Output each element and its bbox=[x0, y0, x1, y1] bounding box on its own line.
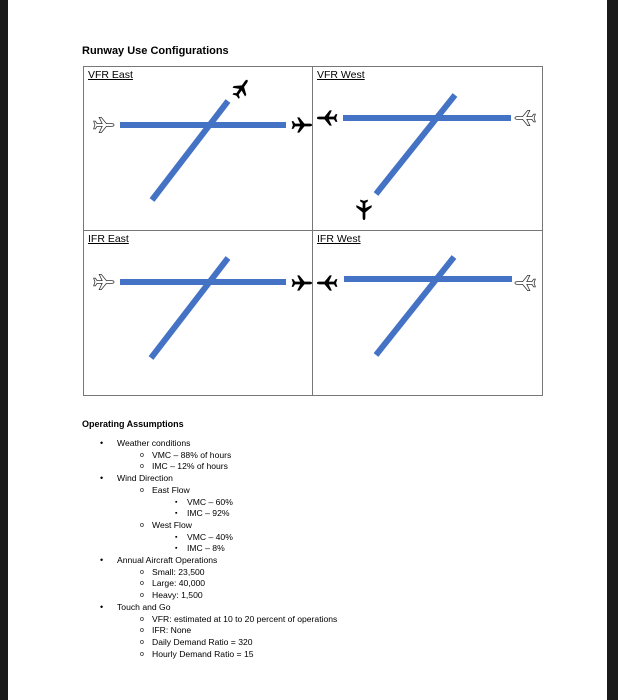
document-page bbox=[8, 0, 607, 700]
departing-plane-icon bbox=[356, 200, 371, 220]
departing-plane-icon bbox=[229, 76, 253, 101]
runway-diagonal bbox=[151, 258, 228, 358]
ifr-west-diagram bbox=[313, 231, 542, 396]
runway-diagonal bbox=[376, 95, 455, 194]
assumptions-list bbox=[100, 438, 337, 660]
panel-label: VFR West bbox=[317, 69, 365, 81]
panel-label: IFR East bbox=[88, 233, 129, 245]
panel-label: IFR West bbox=[317, 233, 361, 245]
inbound-plane-icon bbox=[515, 275, 535, 290]
list-item: ▪ IMC – 92% bbox=[175, 508, 230, 519]
vfr-west-diagram bbox=[313, 67, 542, 231]
list-item: o Large: 40,000 bbox=[140, 578, 206, 589]
page-title: Runway Use Configurations bbox=[82, 45, 229, 57]
inbound-plane-icon bbox=[94, 274, 114, 289]
list-item: • Touch and Go bbox=[100, 602, 337, 614]
list-item: o Heavy: 1,500 bbox=[140, 590, 203, 601]
list-item: o Hourly Demand Ratio = 15 bbox=[140, 648, 254, 659]
list-item: o Small: 23,500 bbox=[140, 566, 205, 577]
panel-vfr-west bbox=[313, 67, 542, 231]
list-item: o IFR: None bbox=[140, 625, 192, 636]
vfr-east-diagram bbox=[84, 67, 313, 231]
inbound-plane-icon bbox=[94, 117, 114, 132]
list-item: ▪ IMC – 8% bbox=[175, 543, 225, 554]
runway-config-grid bbox=[83, 66, 543, 396]
list-item: o West Flow bbox=[140, 519, 192, 530]
panel-ifr-west bbox=[313, 231, 542, 395]
list-item: • Annual Aircraft Operations bbox=[100, 555, 337, 567]
list-item: o Daily Demand Ratio = 320 bbox=[140, 636, 253, 647]
list-item: • Weather conditions bbox=[100, 438, 337, 450]
list-item: o IMC – 12% of hours bbox=[140, 461, 228, 472]
list-item: o VFR: estimated at 10 to 20 percent of operations bbox=[140, 613, 338, 624]
inbound-plane-icon bbox=[515, 110, 535, 125]
panel-ifr-east bbox=[84, 231, 313, 395]
runway-diagonal bbox=[152, 101, 228, 200]
panel-vfr-east bbox=[84, 67, 313, 231]
ifr-east-diagram bbox=[84, 231, 313, 396]
outbound-plane-icon bbox=[317, 110, 337, 125]
list-item: ▪ VMC – 40% bbox=[175, 531, 233, 542]
list-item: o East Flow bbox=[140, 484, 190, 495]
list-item: • Wind Direction bbox=[100, 473, 337, 485]
outbound-plane-icon bbox=[317, 275, 337, 290]
list-item: o VMC – 88% of hours bbox=[140, 449, 232, 460]
outbound-plane-icon bbox=[292, 275, 312, 290]
operating-assumptions-heading: Operating Assumptions bbox=[82, 419, 184, 429]
list-item: ▪ VMC – 60% bbox=[175, 496, 233, 507]
panel-label: VFR East bbox=[88, 69, 133, 81]
outbound-plane-icon bbox=[292, 117, 312, 132]
runway-diagonal bbox=[376, 257, 454, 355]
